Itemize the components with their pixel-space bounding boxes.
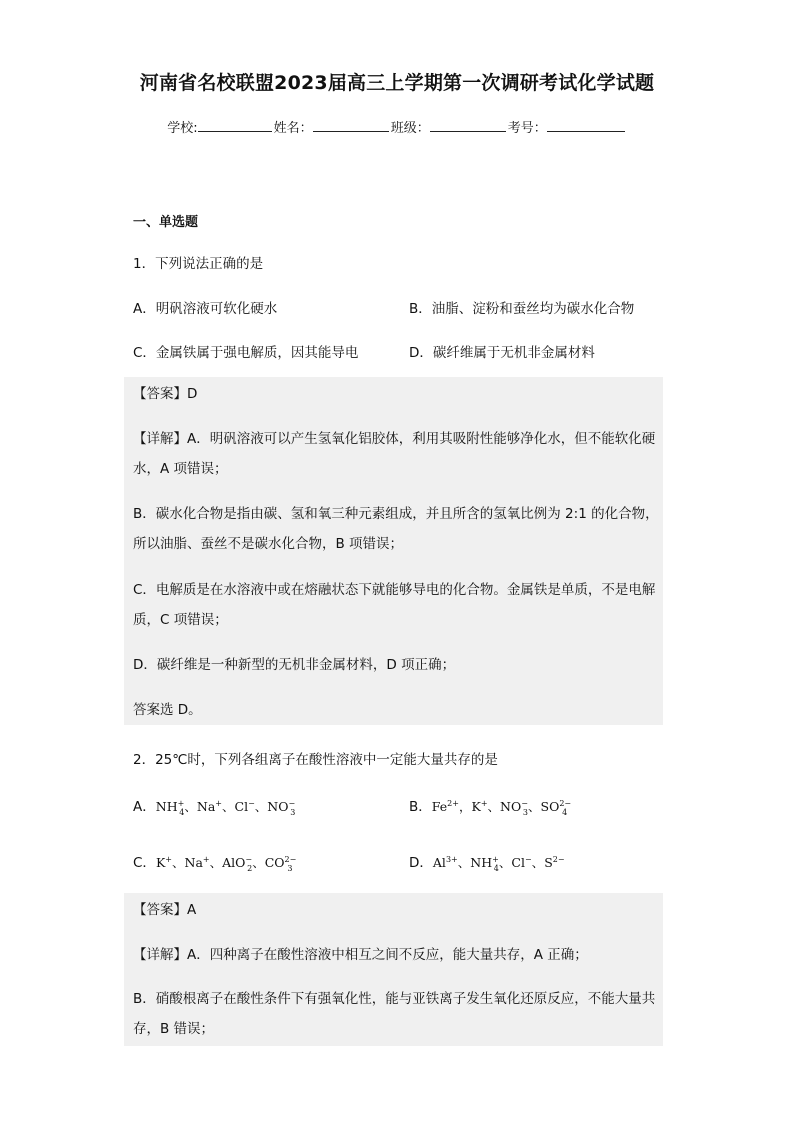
q1-detail-c: C．电解质是在水溶液中或在熔融状态下就能够导电的化合物。金属铁是单质，不是电解质，C 项错误； [133, 582, 656, 628]
student-info-line [0, 117, 794, 136]
q2-option-b: B．$Fe^{2+}$，K+、$NO^-_3$、$SO^{2-}_4$ [409, 798, 572, 817]
q2-stem: 2．25℃时，下列各组离子在酸性溶液中一定能大量共存的是 [133, 752, 498, 768]
page-title: 河南省名校联盟2023届高三上学期第一次调研考试化学试题 [139, 72, 655, 94]
q1-option-a: A．明矾溶液可软化硬水 [133, 301, 278, 317]
q1-stem: 1．下列说法正确的是 [133, 256, 264, 272]
school-label: 学校: [167, 121, 198, 136]
school-blank[interactable] [198, 118, 272, 132]
q2-option-d-ions: $Al^{3+}$、$NH^+_4$、Cl−、$S^{2-}$ [432, 854, 565, 873]
q2-detail-a: 【详解】A．四种离子在酸性溶液中相互之间不反应，能大量共存，A 正确； [133, 947, 588, 963]
section-heading: 一、单选题 [133, 215, 199, 230]
q1-detail-b: B．碳水化合物是指由碳、氢和氧三种元素组成，并且所含的氢氧比例为 2:1 的化合物，所以油脂、蚕丝不是碳水化合物，B 项错误； [133, 506, 659, 552]
number-label: 考号： [507, 121, 547, 136]
q1-option-d: D．碳纤维属于无机非金属材料 [409, 345, 595, 361]
q2-option-d: D．$Al^{3+}$、$NH^+_4$、Cl−、$S^{2-}$ [409, 854, 565, 873]
class-label: 班级： [390, 121, 430, 136]
q1-detail-a: 【详解】A．明矾溶液可以产生氢氧化铝胶体，利用其吸附性能够净化水，但不能软化硬水，A 项错误； [133, 431, 656, 477]
number-blank[interactable] [547, 118, 625, 132]
q2-option-a: A．$NH^+_4$、Na+、Cl−、$NO^-_3$ [133, 798, 296, 817]
q2-answer: 【答案】A [133, 902, 197, 918]
name-blank[interactable] [313, 118, 389, 132]
q1-option-c: C．金属铁属于强电解质，因其能导电 [133, 345, 359, 361]
q1-detail-d: D．碳纤维是一种新型的无机非金属材料，D 项正确； [133, 657, 456, 673]
q2-option-c-ions: K+、Na+、AlO−$_2$、$CO^{2-}_3$ [155, 854, 297, 873]
class-blank[interactable] [430, 118, 506, 132]
q1-option-b: B．油脂、淀粉和蚕丝均为碳水化合物 [409, 301, 635, 317]
name-label: 姓名： [273, 121, 313, 136]
q2-detail-b: B．硝酸根离子在酸性条件下有强氧化性，能与亚铁离子发生氧化还原反应，不能大量共存，B 错误； [133, 991, 656, 1037]
q1-answer: 【答案】D [133, 386, 198, 402]
q2-option-a-ions: $NH^+_4$、Na+、Cl−、$NO^-_3$ [155, 798, 296, 817]
q1-conclusion: 答案选 D。 [133, 702, 202, 718]
q2-option-b-ions: $Fe^{2+}$，K+、$NO^-_3$、$SO^{2-}_4$ [431, 798, 572, 817]
q2-option-c: C．K+、Na+、AlO−$_2$、$CO^{2-}_3$ [133, 854, 297, 873]
